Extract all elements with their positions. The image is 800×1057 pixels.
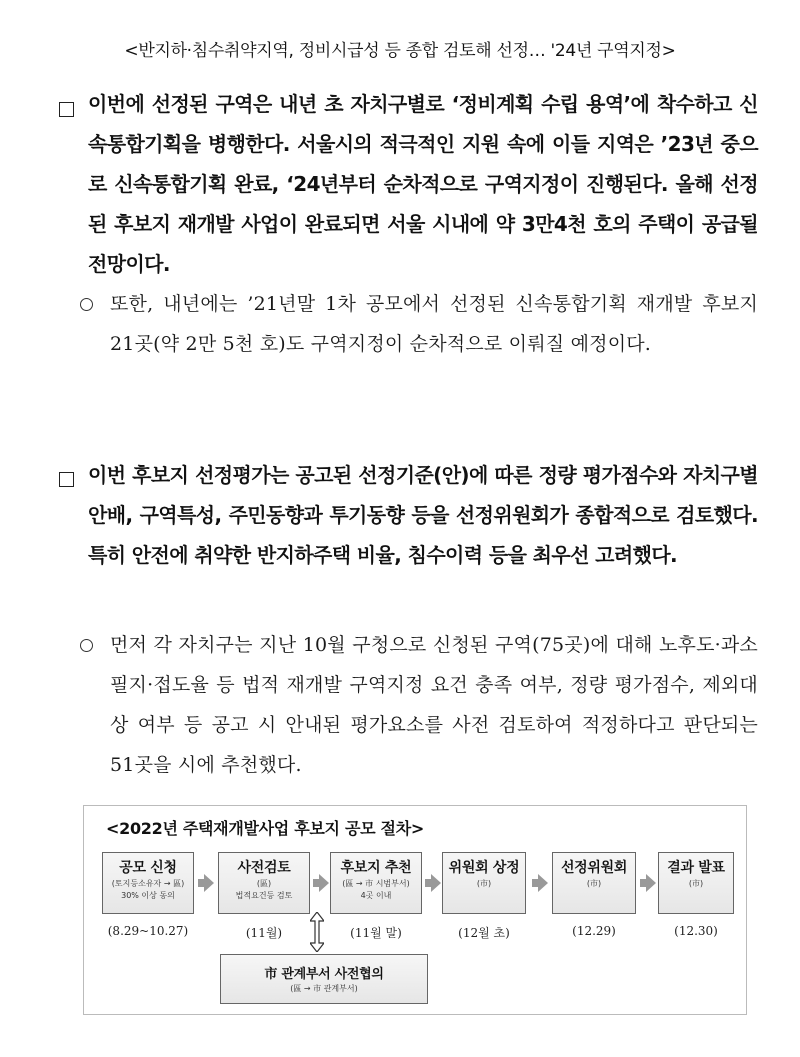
- step-date: (12월 초): [458, 926, 510, 940]
- diagram-title: <2022년 주택재개발사업 후보지 공모 절차>: [106, 819, 424, 838]
- step-note: 법적요건등 검토: [235, 891, 293, 900]
- step-title: 후보지 추천: [340, 860, 412, 876]
- step-pre-review: [218, 852, 310, 914]
- step-note: (토지등소유자 → 區): [111, 879, 185, 888]
- consultation-note: (區 → 市 관계부서): [290, 984, 358, 993]
- step-note: (區): [256, 879, 272, 888]
- section1-body: 이번에 선정된 구역은 내년 초 자치구별로 ‘정비계획 수립 용역’에 착수하고 신속통합기획을 병행한다. 서울시의 적극적인 지원 속에 이들 지역은 ’23년 중으로 신속통합기획 완료, ‘24년부터 순차적으로 구역지정이 진행된다. 올해 선정된 후보지 재개발 사업이 완료되면 서울 시내에 약 3만4천 호의 주택이 공급될 전망이다.: [88, 92, 758, 276]
- arrow-right-icon: [646, 874, 656, 892]
- section-bullet-square: [59, 472, 74, 487]
- step-date: (8.29~10.27): [107, 924, 189, 938]
- double-arrow-vertical-icon: [310, 912, 324, 952]
- consultation-title: 市 관계부서 사전협의: [264, 967, 384, 982]
- step-title: 공모 신청: [119, 860, 177, 876]
- step-title: 선정위원회: [560, 860, 628, 876]
- step-application: [102, 852, 194, 914]
- step-note: (市): [688, 879, 704, 888]
- step-title: 위원회 상정: [448, 860, 520, 876]
- step-selection-committee: [552, 852, 636, 914]
- procedure-diagram: [83, 805, 747, 1015]
- arrow-right-icon: [319, 874, 329, 892]
- arrow-right-icon: [431, 874, 441, 892]
- step-date: (12.30): [674, 924, 718, 938]
- arrow-right-icon: [538, 874, 548, 892]
- step-title: 사전검토: [237, 860, 291, 876]
- step-note: (市): [476, 879, 492, 888]
- step-recommend: [330, 852, 422, 914]
- sub-bullet-circle: [80, 639, 93, 652]
- sub-bullet-circle: [80, 298, 93, 311]
- step-date: (11월 말): [350, 926, 402, 940]
- arrow-right-icon: [204, 874, 214, 892]
- section2-body: 이번 후보지 선정평가는 공고된 선정기준(안)에 따른 정량 평가점수와 자치구별 안배, 구역특성, 주민동향과 투기동향 등을 선정위원회가 종합적으로 검토했다. 특히 안전에 취약한 반지하주택 비율, 침수이력 등을 최우선 고려했다.: [88, 463, 758, 567]
- step-committee-submit: [442, 852, 526, 914]
- step-result-announcement: [658, 852, 734, 914]
- consultation-box: [220, 954, 428, 1004]
- step-note: (區 → 市 시범부서): [342, 879, 410, 888]
- step-title: 결과 발표: [667, 860, 725, 876]
- step-date: (11월): [245, 926, 283, 940]
- section2-sub: 먼저 각 자치구는 지난 10월 구청으로 신청된 구역(75곳)에 대해 노후도·과소필지·접도율 등 법적 재개발 구역지정 요건 충족 여부, 정량 평가점수, 제외대상 여부 등 공고 시 안내된 평가요소를 사전 검토하여 적정하다고 판단되는 51곳을 시에 추천했다.: [110, 634, 758, 776]
- step-note: 30% 이상 동의: [121, 891, 175, 900]
- step-note: 4곳 이내: [360, 891, 392, 900]
- section-bullet-square: [59, 102, 74, 117]
- subtitle: <반지하·침수취약지역, 정비시급성 등 종합 검토해 선정… '24년 구역지정>: [124, 41, 676, 61]
- step-date: (12.29): [572, 924, 616, 938]
- step-note: (市): [586, 879, 602, 888]
- section1-sub: 또한, 내년에는 ’21년말 1차 공모에서 선정된 신속통합기획 재개발 후보지 21곳(약 2만 5천 호)도 구역지정이 순차적으로 이뤄질 예정이다.: [110, 293, 758, 355]
